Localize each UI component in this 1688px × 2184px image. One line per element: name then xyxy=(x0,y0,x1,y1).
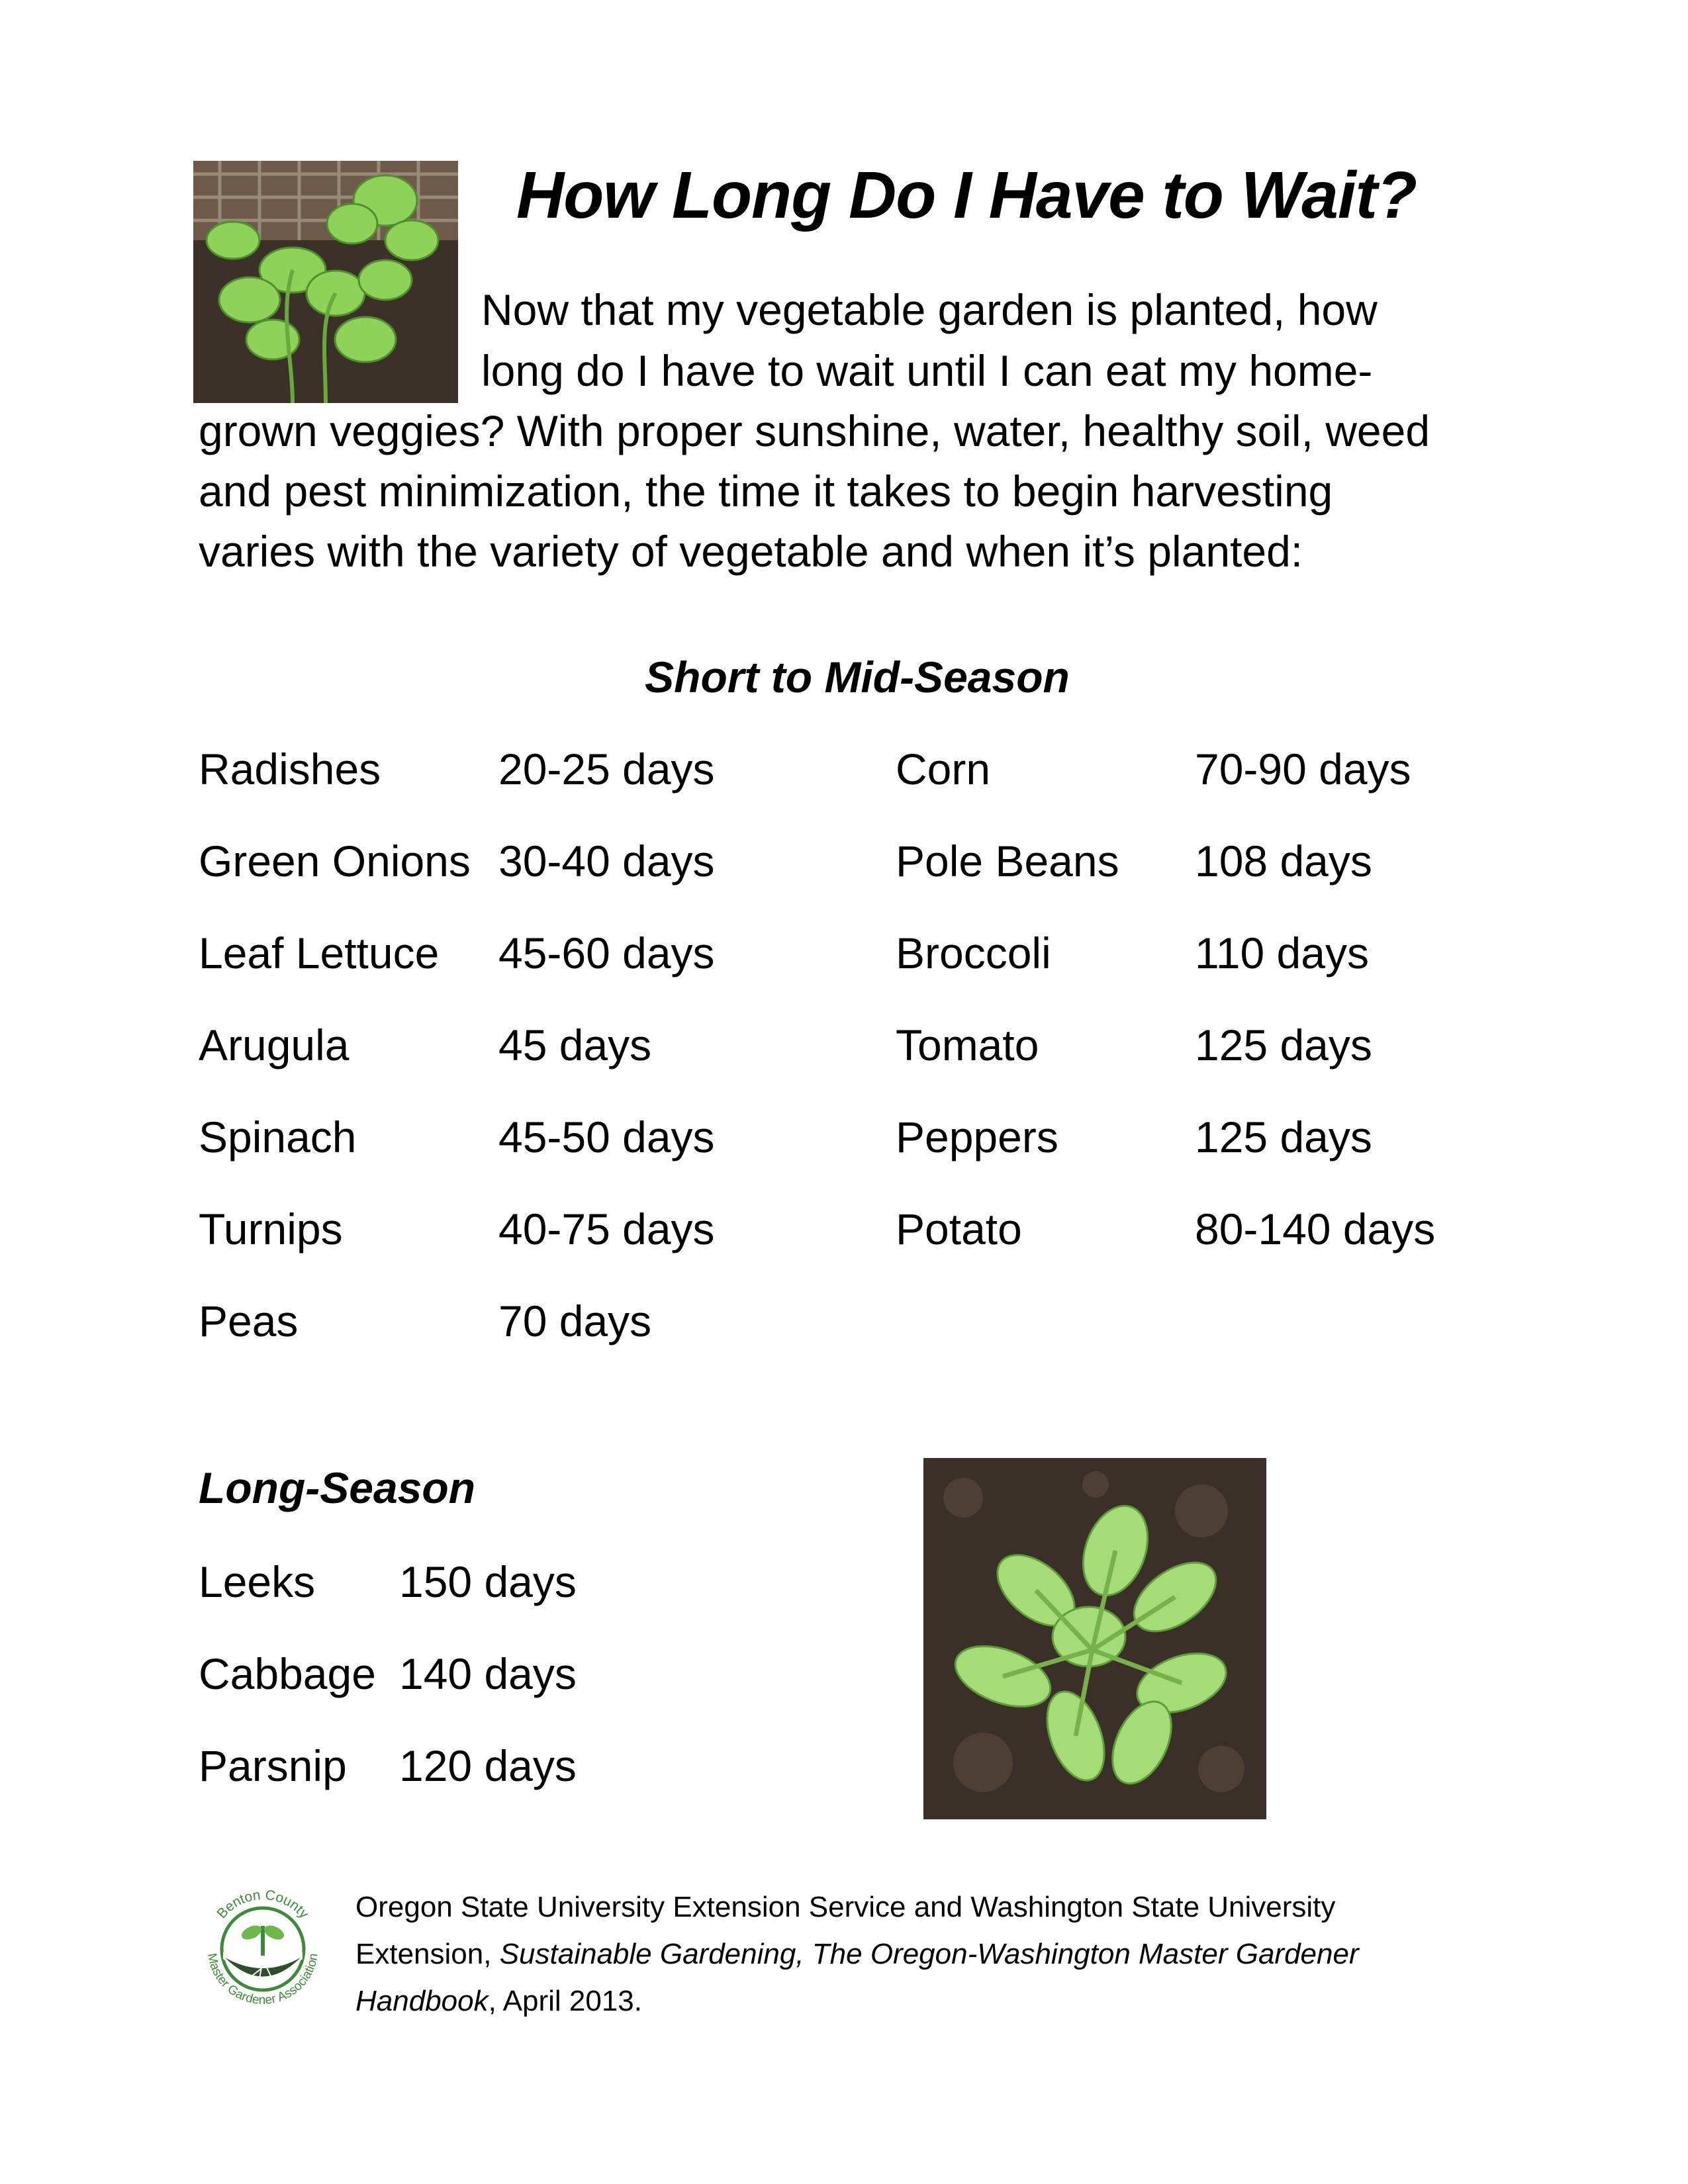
veg-name: Arugula xyxy=(199,1021,350,1069)
veg-days: 108 days xyxy=(1195,837,1372,886)
long-season-heading: Long-Season xyxy=(199,1463,476,1512)
veg-days: 80-140 days xyxy=(1195,1205,1436,1253)
veg-name: Turnips xyxy=(199,1205,343,1253)
veg-days: 45-50 days xyxy=(498,1113,715,1161)
citation-line-1: Oregon State University Extension Service and Washington State University xyxy=(355,1891,1336,1923)
intro-line-5: varies with the variety of vegetable and when it’s planted: xyxy=(199,527,1303,576)
pea-seedling-photo xyxy=(193,161,458,403)
svg-text:Benton County: Benton County xyxy=(214,1887,312,1922)
veg-name: Corn xyxy=(896,745,991,794)
veg-days: 70 days xyxy=(498,1297,652,1345)
veg-name: Spinach xyxy=(199,1113,357,1161)
veg-days: 70-90 days xyxy=(1195,745,1411,794)
citation-book-title-end: Handbook xyxy=(355,1985,489,2017)
veg-name: Peas xyxy=(199,1297,299,1345)
veg-days: 40-75 days xyxy=(498,1205,715,1253)
veg-days: 110 days xyxy=(1195,929,1369,978)
veg-days: 125 days xyxy=(1195,1021,1372,1069)
intro-line-3: grown veggies? With proper sunshine, water, healthy soil, weed xyxy=(199,406,1430,455)
veg-name: Tomato xyxy=(896,1021,1039,1069)
svg-text:Master Gardener Association: Master Gardener Association xyxy=(205,1952,321,2008)
veg-days: 30-40 days xyxy=(498,837,715,886)
veg-days: 45 days xyxy=(498,1021,652,1069)
citation-date: , April 2013. xyxy=(488,1985,642,2017)
veg-name: Cabbage xyxy=(199,1649,376,1698)
veg-name: Peppers xyxy=(896,1113,1058,1161)
veg-name: Broccoli xyxy=(896,929,1051,978)
veg-name: Leaf Lettuce xyxy=(199,929,440,978)
veg-name: Potato xyxy=(896,1205,1022,1253)
veg-name: Parsnip xyxy=(199,1741,347,1790)
veg-name: Leeks xyxy=(199,1557,316,1606)
page-title: How Long Do I Have to Wait? xyxy=(516,158,1417,232)
veg-days: 20-25 days xyxy=(498,745,715,794)
veg-name: Radishes xyxy=(199,745,381,794)
veg-days: 140 days xyxy=(399,1649,577,1698)
citation-line-2 xyxy=(355,1938,1359,1971)
veg-days: 120 days xyxy=(399,1741,577,1790)
citation-line-3 xyxy=(355,1985,642,2018)
veg-days: 45-60 days xyxy=(498,929,715,978)
veg-name: Green Onions xyxy=(199,837,471,886)
intro-line-2: long do I have to wait until I can eat my home- xyxy=(481,346,1373,395)
veg-name: Pole Beans xyxy=(896,837,1119,886)
intro-line-1: Now that my vegetable garden is planted, how xyxy=(481,285,1378,334)
master-gardener-logo xyxy=(193,1880,332,2019)
intro-line-4: and pest minimization, the time it takes to begin harvesting xyxy=(199,467,1333,516)
short-season-heading: Short to Mid-Season xyxy=(645,653,1070,702)
veg-days: 125 days xyxy=(1195,1113,1372,1161)
citation-book-title: Sustainable Gardening, The Oregon-Washington Master Gardener xyxy=(499,1938,1359,1970)
potato-plant-photo xyxy=(923,1458,1266,1819)
citation-source: Extension, xyxy=(355,1938,500,1970)
veg-days: 150 days xyxy=(399,1557,577,1606)
